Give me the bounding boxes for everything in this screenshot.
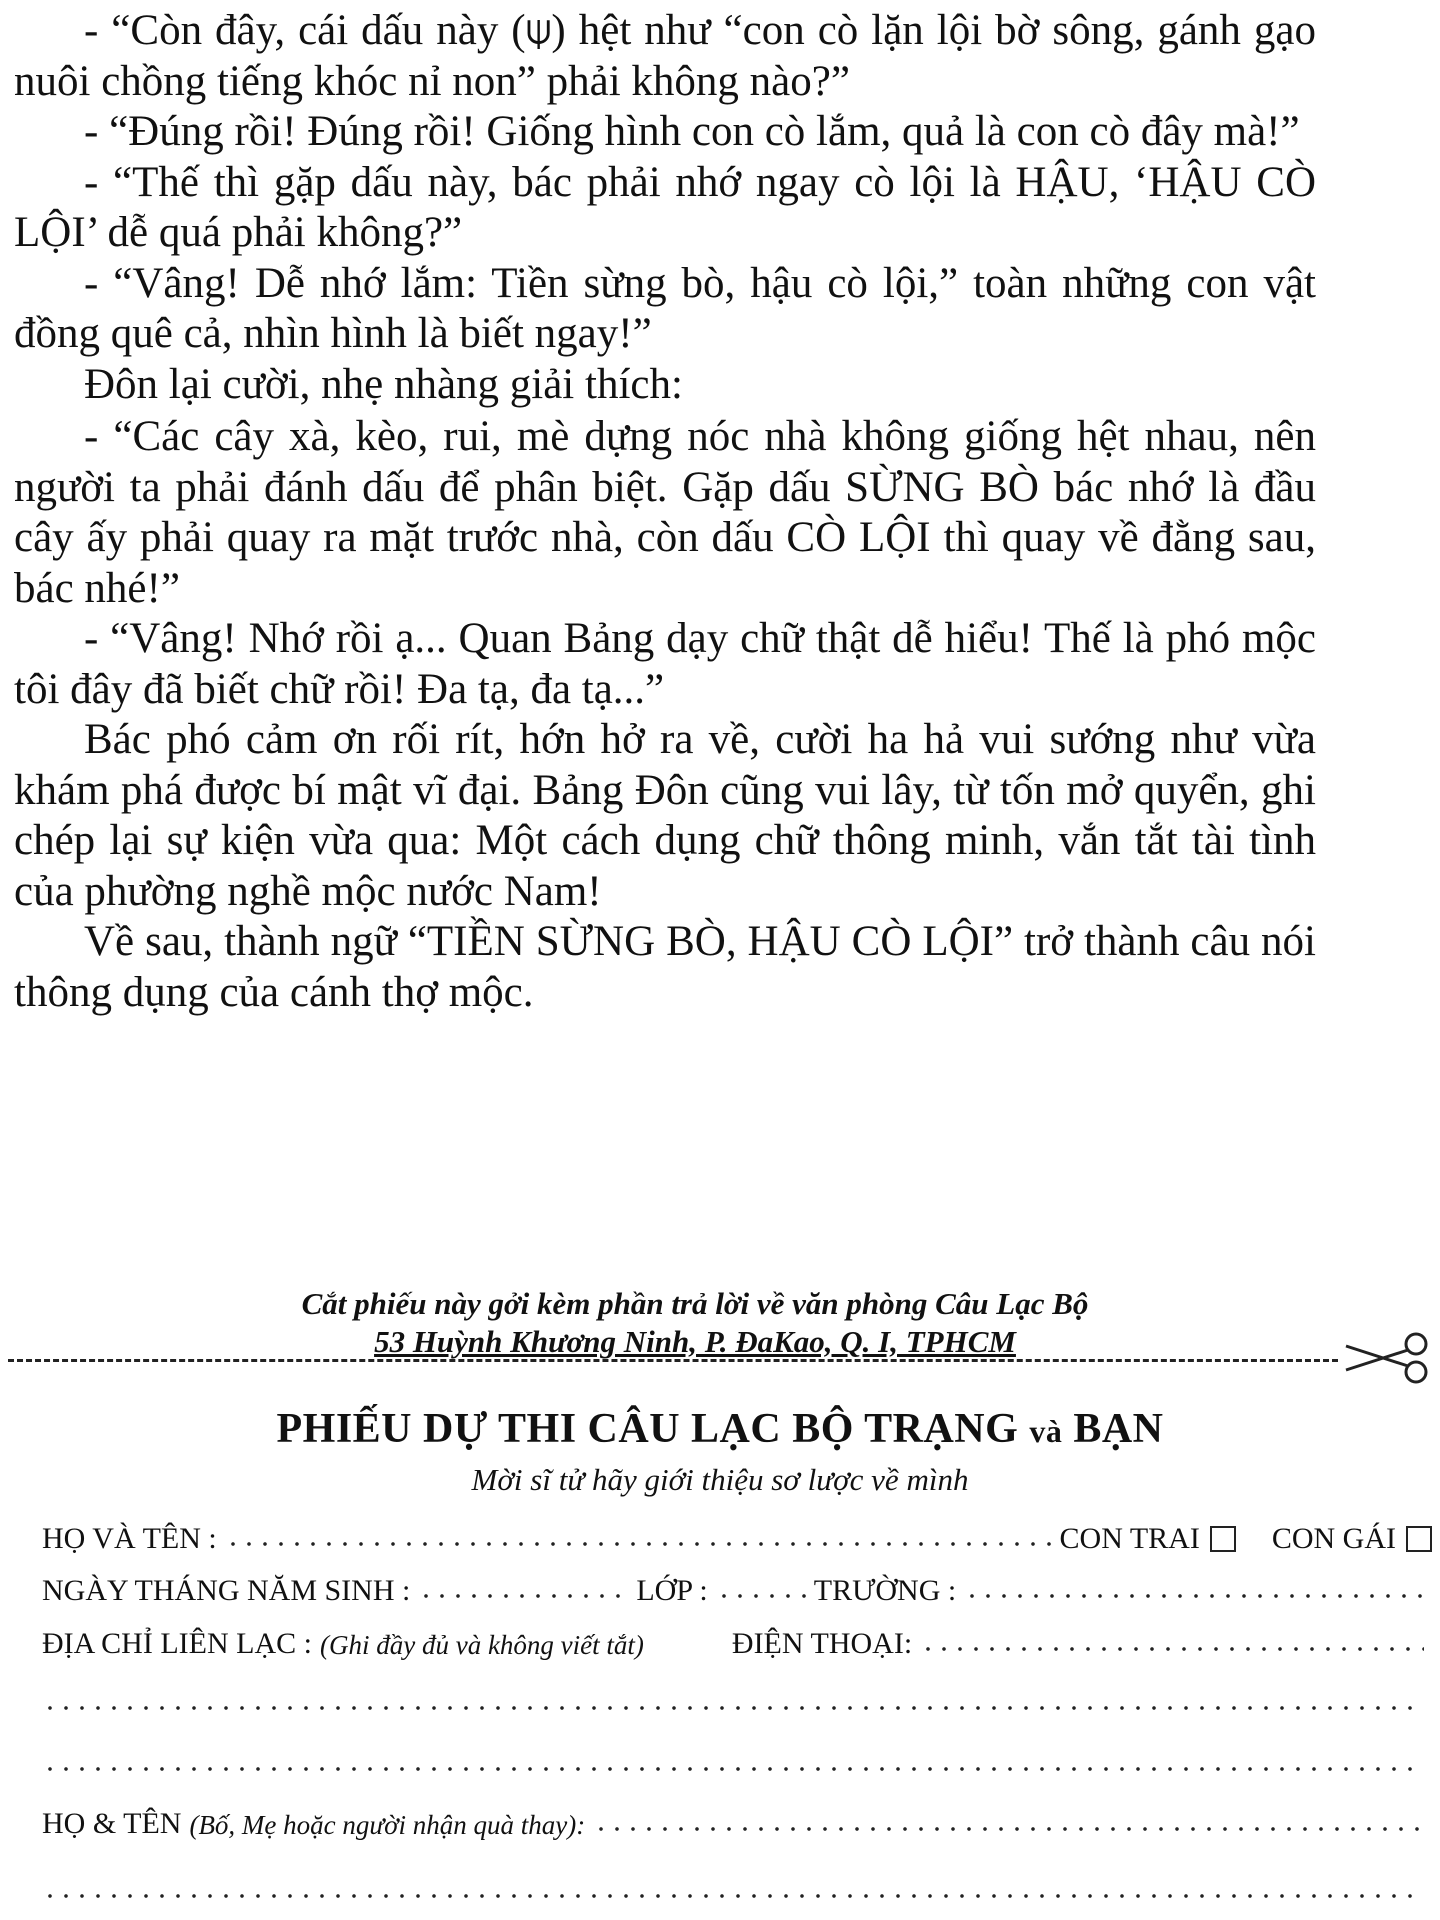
dob-row — [42, 1564, 1432, 1608]
address-field[interactable] — [42, 1765, 1424, 1773]
phone-label: ĐIỆN THOẠI: — [731, 1627, 913, 1660]
form-title: PHIẾU DỰ THI CÂU LẠC BỘ TRẠNG và BẠN — [276, 1406, 1164, 1452]
paragraph: - “Vâng! Dễ nhớ lắm: Tiền sừng bò, hậu cò lội,” toàn những con vật đồng quê cả, nhìn hình là biết ngay!” — [14, 259, 1316, 357]
paragraph: Về sau, thành ngữ “TIỀN SỪNG BÒ, HẬU CÒ LỘI” trở thành câu nói thông dụng của cánh thợ mộc. — [14, 918, 1316, 1016]
parent-field[interactable] — [42, 1892, 1424, 1900]
class-label: LỚP : — [636, 1574, 708, 1607]
parent-field[interactable] — [593, 1825, 1424, 1833]
parent-label: HỌ & TÊN — [42, 1807, 182, 1840]
boy-label: CON TRAI — [1059, 1522, 1200, 1555]
parent-line-row — [42, 1864, 1432, 1908]
parent-note: (Bố, Mẹ hoặc người nhận quà thay): — [189, 1810, 586, 1840]
paragraph: - “Các cây xà, kèo, rui, mè dựng nóc nhà không giống hệt nhau, nên người ta phải đánh dấu để phân biệt. Gặp dấu SỪNG BÒ bác nhớ là đầu cây ấy phải quay ra mặt trước nhà, còn dấu CÒ LỘI thì quay về đằng sau, bác nhé!” — [14, 413, 1316, 612]
paragraph: - “Thế thì gặp dấu này, bác phải nhớ ngay cò lội là HẬU, ‘HẬU CÒ LỘI’ dễ quá phải không?” — [14, 158, 1316, 256]
cut-line — [8, 1359, 1338, 1362]
parent-row — [42, 1797, 1432, 1841]
address-note: (Ghi đầy đủ và không viết tắt) — [319, 1630, 644, 1660]
address-line-row — [42, 1737, 1432, 1781]
girl-checkbox[interactable] — [1406, 1526, 1432, 1552]
name-label: HỌ VÀ TÊN : — [42, 1522, 217, 1555]
boy-checkbox[interactable] — [1210, 1526, 1236, 1552]
story-text — [14, 6, 1316, 1018]
school-label: TRƯỜNG : — [813, 1574, 957, 1607]
address-row — [42, 1617, 1432, 1661]
class-field[interactable] — [716, 1592, 806, 1600]
cut-notice-line: Cắt phiếu này gởi kèm phần trả lời về văn phòng Câu Lạc Bộ — [301, 1286, 1089, 1321]
address-line-row — [42, 1676, 1432, 1720]
phone-field[interactable] — [920, 1645, 1424, 1653]
dob-field[interactable] — [418, 1592, 628, 1600]
name-row — [42, 1512, 1432, 1556]
paragraph: - “Còn đây, cái dấu này (⍦) hệt như “con cò lặn lội bờ sông, gánh gạo nuôi chồng tiếng khóc nỉ non” phải không nào?” — [14, 7, 1316, 105]
cut-notice — [120, 1285, 1270, 1361]
dob-label: NGÀY THÁNG NĂM SINH : — [42, 1574, 411, 1607]
scissors-icon — [1338, 1330, 1438, 1386]
paragraph: Đôn lại cười, nhẹ nhàng giải thích: — [84, 360, 683, 408]
paragraph: - “Đúng rồi! Đúng rồi! Giống hình con cò lắm, quả là con cò đây mà!” — [84, 108, 1300, 155]
paragraph: - “Vâng! Nhớ rồi ạ... Quan Bảng dạy chữ thật dễ hiểu! Thế là phó mộc tôi đây đã biết chữ rồi! Đa tạ, đa tạ...” — [14, 615, 1316, 713]
address-field[interactable] — [42, 1704, 1424, 1712]
form-subtitle: Mời sĩ tử hãy giới thiệu sơ lược về mình — [471, 1462, 969, 1497]
club-address: 53 Huỳnh Khương Ninh, P. ĐaKao, Q. I, TPHCM — [374, 1324, 1016, 1359]
school-field[interactable] — [964, 1592, 1424, 1600]
address-label: ĐỊA CHỈ LIÊN LẠC : — [42, 1627, 312, 1660]
paragraph: Bác phó cảm ơn rối rít, hớn hở ra về, cười ha hả vui sướng như vừa khám phá được bí mật vĩ đại. Bảng Đôn cũng vui lây, từ tốn mở quyển, ghi chép lại sự kiện vừa qua: Một cách dụng chữ thông minh, vắn tắt tài tình của phường nghề mộc nước Nam! — [14, 716, 1316, 915]
girl-label: CON GÁI — [1271, 1522, 1396, 1555]
name-field[interactable] — [225, 1540, 1052, 1548]
